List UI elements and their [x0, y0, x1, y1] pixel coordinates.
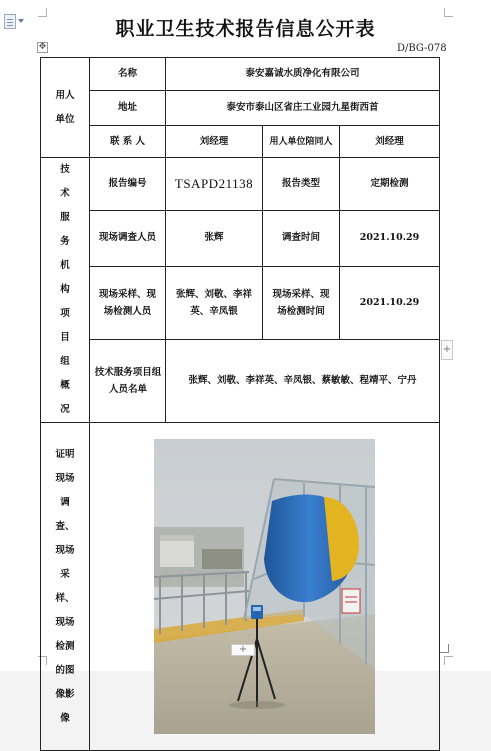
report-type-label: 报告类型 [263, 158, 340, 211]
evidence-section-label: 证明现场调查、现场采样、现场检测的图像影像 [41, 423, 90, 751]
sampling-staff-label: 现场采样、现场检测人员 [90, 266, 166, 339]
report-no-value[interactable]: TSAPD21138 [166, 158, 263, 211]
table-row [41, 266, 440, 339]
survey-staff-label: 现场调查人员 [90, 210, 166, 266]
address-label: 地址 [90, 91, 166, 126]
document-title: 职业卫生技术报告信息公开表 [115, 18, 376, 40]
contact-value[interactable]: 刘经理 [166, 126, 263, 158]
contact-label: 联 系 人 [90, 126, 166, 158]
survey-time-label: 调查时间 [263, 210, 340, 266]
report-type-value[interactable]: 定期检测 [340, 158, 440, 211]
survey-staff-value[interactable]: 张辉 [166, 210, 263, 266]
table-row [41, 126, 440, 158]
name-label: 名称 [90, 58, 166, 91]
resize-corner-handle[interactable] [440, 644, 449, 653]
crop-mark-bottom-right [444, 656, 453, 665]
org-section-label: 技术服务机构项目组概况 [41, 158, 90, 423]
distant-building [202, 549, 242, 569]
sampling-staff-value[interactable]: 张辉、刘敬、李祥英、辛凤银 [166, 266, 263, 339]
report-no-label: 报告编号 [90, 158, 166, 211]
table-row [41, 158, 440, 211]
document-code: D/BG-078 [397, 43, 447, 54]
team-value[interactable]: 张辉、刘敬、李祥英、辛凤银、蔡敏敏、程靖平、宁丹 [166, 339, 440, 422]
table-row [41, 58, 440, 91]
tripod-shadow [229, 701, 285, 709]
companion-value[interactable]: 刘经理 [340, 126, 440, 158]
table-move-handle-icon[interactable]: ✥ [38, 42, 47, 52]
evidence-photo-cell [90, 423, 440, 751]
companion-label: 用人单位陪同人 [263, 126, 340, 158]
distant-tank [160, 539, 194, 567]
table-row [41, 210, 440, 266]
resize-bottom-handle[interactable]: + [231, 644, 255, 656]
table-row [41, 423, 440, 751]
address-value[interactable]: 泰安市泰山区省庄工业园九星街西首 [166, 91, 440, 126]
sampling-time-label: 现场采样、现场检测时间 [263, 266, 340, 339]
warning-sign [342, 589, 360, 613]
site-photo[interactable] [154, 439, 375, 734]
distant-tank-top [160, 535, 194, 541]
survey-time-value[interactable]: 2021.10.29 [340, 210, 440, 266]
team-label: 技术服务项目组人员名单 [90, 339, 166, 422]
name-value[interactable]: 泰安嘉诚水质净化有限公司 [166, 58, 440, 91]
resize-right-handle[interactable]: + [441, 340, 453, 360]
table-row [41, 91, 440, 126]
sampling-time-value[interactable]: 2021.10.29 [340, 266, 440, 339]
employer-section-label: 用人单位 [41, 58, 90, 158]
table-row [41, 339, 440, 422]
